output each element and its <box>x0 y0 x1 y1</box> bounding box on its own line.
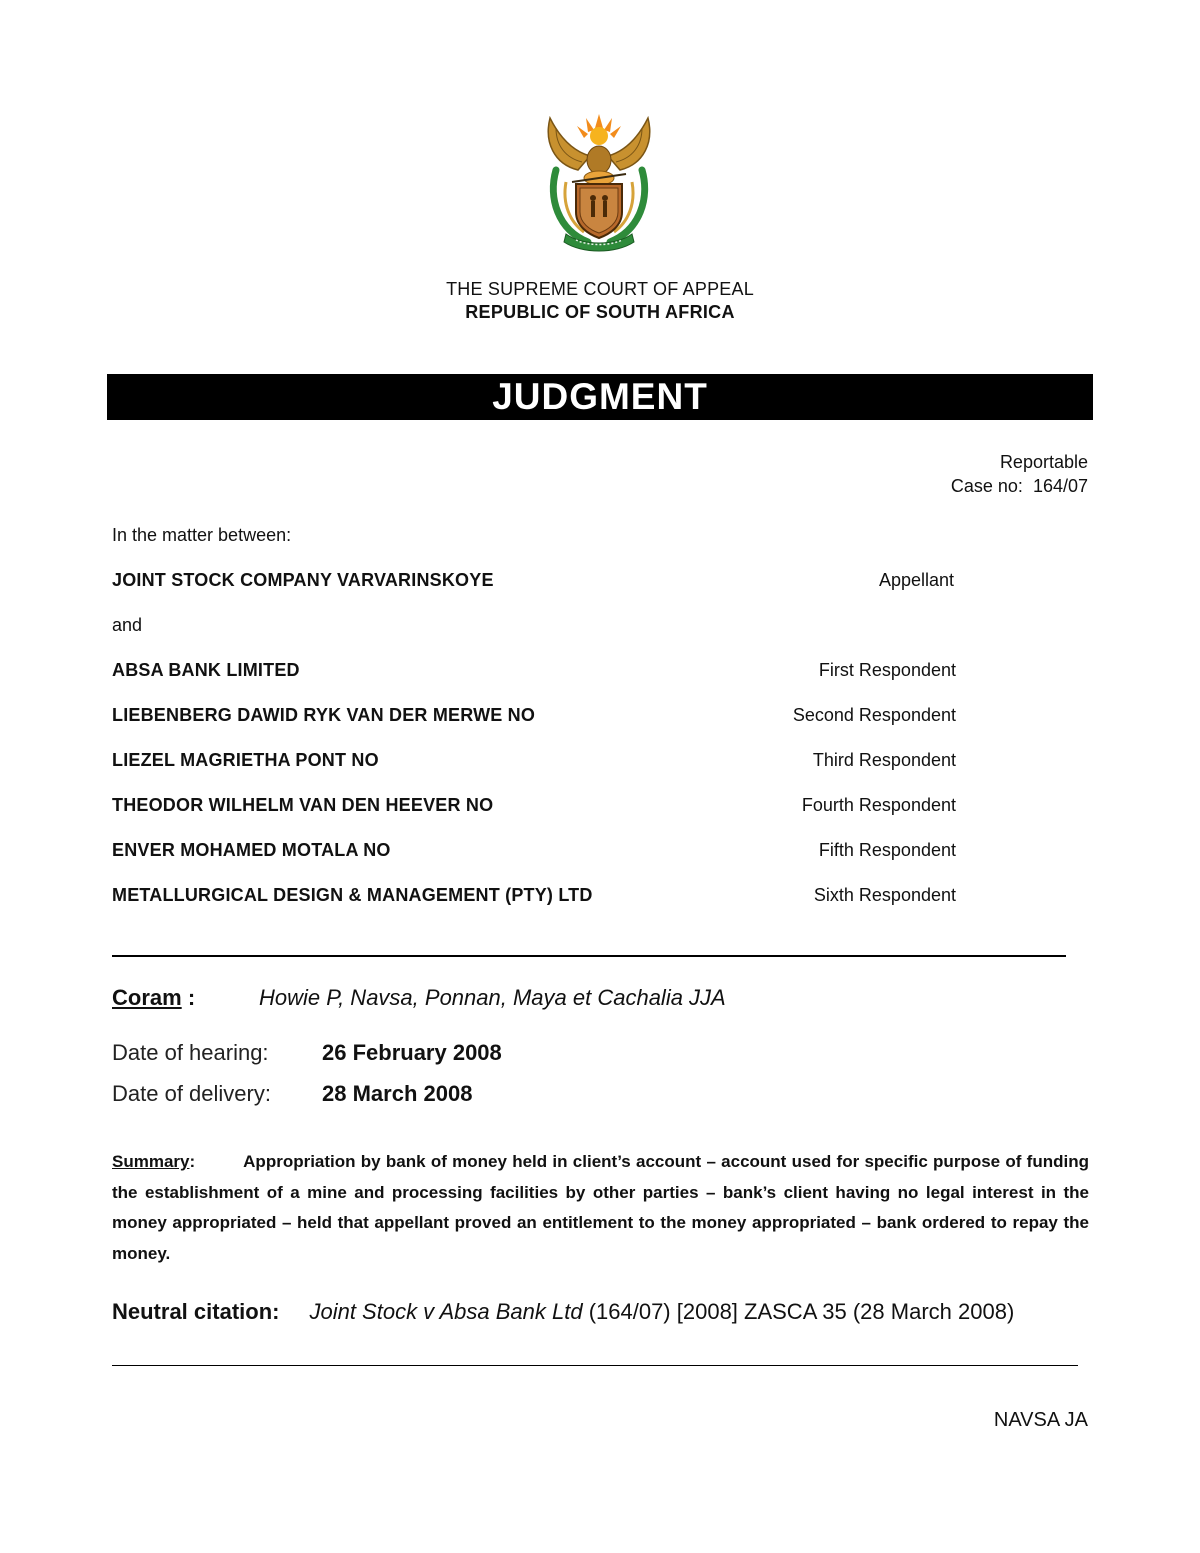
case-number-value: 164/07 <box>1032 476 1088 496</box>
judge-signature: NAVSA JA <box>993 1409 1088 1431</box>
coram-judges: Howie P, Navsa, Ponnan, Maya et Cachalia JJA <box>259 985 726 1010</box>
citation-label: Neutral citation: <box>112 1299 280 1324</box>
respondent-role: Third Respondent <box>812 750 956 770</box>
summary-text: Appropriation by bank of money held in client’s account – account used for specific purpose of funding the establishment of a mine and processing facilities by other parties – bank’s client having no legal interest in the money appropriated – held that appellant proved an entitlement to the money appropriated – bank ordered to repay the money. <box>112 1152 1089 1263</box>
court-country: REPUBLIC OF SOUTH AFRICA <box>465 302 735 322</box>
respondent-role: First Respondent <box>818 660 956 680</box>
respondent-role: Fifth Respondent <box>818 840 956 860</box>
and-text: and <box>112 615 143 635</box>
judgment-banner: JUDGMENT <box>107 374 1093 420</box>
respondent-name: METALLURGICAL DESIGN & MANAGEMENT (PTY) LTD <box>112 885 593 905</box>
respondent-name: ABSA BANK LIMITED <box>112 660 300 680</box>
summary-label: Summary <box>112 1152 190 1171</box>
appellant-role: Appellant <box>878 570 954 590</box>
divider-top <box>112 955 1066 957</box>
divider-bottom <box>112 1365 1078 1366</box>
case-number-label: Case no: <box>950 476 1023 496</box>
hearing-date-value: 26 February 2008 <box>322 1040 502 1065</box>
respondent-name: LIEBENBERG DAWID RYK VAN DER MERWE NO <box>112 705 536 725</box>
hearing-date-label: Date of hearing: <box>112 1040 269 1065</box>
citation-reference: (164/07) [2008] ZASCA 35 (28 March 2008) <box>582 1299 1015 1324</box>
respondent-role: Second Respondent <box>792 705 956 725</box>
case-number-line <box>951 476 1088 497</box>
reportable-label: Reportable <box>999 452 1088 472</box>
respondent-name: ENVER MOHAMED MOTALA NO <box>112 840 391 860</box>
court-name: THE SUPREME COURT OF APPEAL <box>446 279 754 299</box>
respondent-role: Fourth Respondent <box>801 795 956 815</box>
coram-label: Coram : <box>112 985 196 1010</box>
respondent-role: Sixth Respondent <box>813 885 956 905</box>
delivery-date-value: 28 March 2008 <box>322 1081 473 1106</box>
appellant-name: JOINT STOCK COMPANY VARVARINSKOYE <box>112 570 494 590</box>
south-africa-coat-of-arms-icon <box>542 112 656 252</box>
respondent-name: THEODOR WILHELM VAN DEN HEEVER NO <box>112 795 494 815</box>
matter-intro: In the matter between: <box>112 525 292 545</box>
neutral-citation <box>112 1299 1014 1325</box>
summary-paragraph: Summary: Appropriation by bank of money held in client’s account – account used for specific purpose of funding the establishment of a mine and processing facilities by other parties – bank’s client having no legal interest in the money appropriated – held that appellant proved an entitlement to the money appropriated – bank ordered to repay the money. <box>112 1152 1089 1263</box>
respondent-name: LIEZEL MAGRIETHA PONT NO <box>112 750 379 770</box>
delivery-date-label: Date of delivery: <box>112 1081 271 1106</box>
citation-case-name: Joint Stock v Absa Bank Ltd <box>309 1299 583 1324</box>
